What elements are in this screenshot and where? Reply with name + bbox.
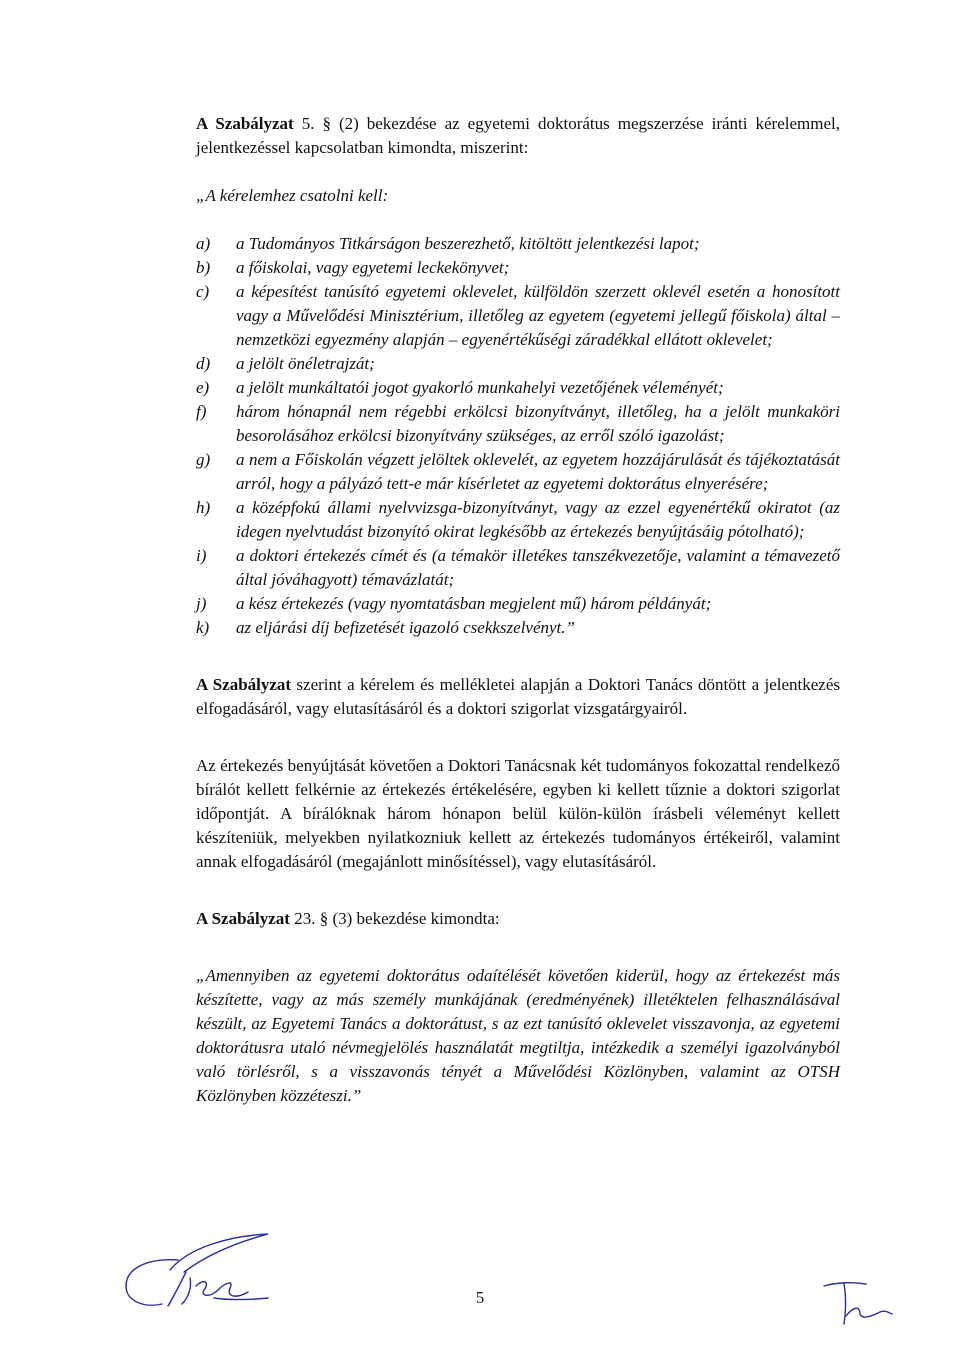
list-item (196, 232, 840, 256)
initials-right (820, 1276, 894, 1328)
list-item-text: a képesítést tanúsító egyetemi oklevelet, külföldön szerzett oklevél esetén a honosított vagy a Művelődési Minisztérium, illetőleg az egyetem (egyetemi jellegű főiskola) által – nemzetközi egyezmény alapján – egyenértékűségi záradékkal ellátott oklevelet; (236, 282, 840, 349)
list-item-label: j) (196, 594, 207, 613)
list-item-text: a doktori értekezés címét és (a témakör illetékes tanszékvezetője, valamint a témavezető által jóváhagyott) témavázlatát; (236, 546, 840, 589)
list-item-text: a kész értekezés (vagy nyomtatásban megjelent mű) három példányát; (236, 594, 712, 613)
list-item (196, 352, 840, 376)
paragraph-text: szerint a kérelem és mellékletei alapján a Doktori Tanács döntött a jelentkezés elfogadásáról, vagy elutasításáról és a doktori szigorlat vizsgatárgyairól. (196, 675, 840, 718)
list-item (196, 496, 840, 544)
paragraph-regulation-5 (196, 112, 840, 160)
list-item-label: k) (196, 618, 210, 637)
paragraph-text: 23. § (3) bekezdése kimondta: (289, 909, 500, 928)
list-item-text: a jelölt munkáltatói jogot gyakorló munkahelyi vezetőjének véleményét; (236, 378, 724, 397)
paragraph-decision (196, 673, 840, 721)
regulation-label: A Szabályzat (196, 114, 294, 133)
list-item-text: a főiskolai, vagy egyetemi leckekönyvet; (236, 258, 510, 277)
list-item-text: a jelölt önéletrajzát; (236, 354, 375, 373)
list-item-label: i) (196, 546, 207, 565)
page-number: 5 (475, 1288, 485, 1307)
list-item-label: a) (196, 234, 211, 253)
list-item (196, 256, 840, 280)
list-item-text: a középfokú állami nyelvvizsga-bizonyítványt, vagy az ezzel egyenértékű okiratot (az idegen nyelvtudást bizonyító okirat legkésőbb az értekezés benyújtásáig pótolható); (236, 498, 840, 541)
regulation-label: A Szabályzat (196, 675, 292, 694)
list-item-text: az eljárási díj befizetését igazoló csekkszelvényt.” (236, 618, 575, 637)
paragraph-review: Az értekezés benyújtását követően a Doktori Tanácsnak két tudományos fokozattal rendelkező bírálót kellett felkérnie az értekezés értékelésére, egyben ki kellett tűznie a doktori szigorlat időpontját. A bírálóknak három hónapon belül külön-külön írásbeli véleményt kellett készíteniük, melyekben nyilatkozniuk kellett az értekezés tudományos értékeiről, valamint annak elfogadásáról (megajánlott minősítéssel), vagy elutasításáról. (196, 756, 840, 871)
list-item (196, 616, 840, 640)
list-item-label: d) (196, 354, 211, 373)
list-item-label: c) (196, 282, 210, 301)
list-item-label: e) (196, 378, 210, 397)
list-item-label: h) (196, 498, 211, 517)
list-item (196, 592, 840, 616)
list-item-label: g) (196, 450, 211, 469)
list-item-label: b) (196, 258, 211, 277)
list-item (196, 280, 840, 352)
list-item (196, 544, 840, 592)
signature-left (118, 1228, 283, 1310)
list-item (196, 400, 840, 448)
list-item-text: a Tudományos Titkárságon beszerezhető, kitöltött jelentkezési lapot; (236, 234, 700, 253)
page-body (196, 112, 840, 1108)
attachment-list (196, 232, 840, 640)
list-item-text: három hónapnál nem régebbi erkölcsi bizonyítványt, illetőleg, ha a jelölt munkaköri besorolásához erkölcsi bizonyítvány szükséges, az erről szóló igazolást; (236, 402, 840, 445)
paragraph-text: 5. § (2) bekezdése az egyetemi doktorátus megszerzése iránti kérelemmel, jelentkezéssel kapcsolatban kimondta, miszerint: (196, 114, 840, 157)
list-item (196, 448, 840, 496)
list-item-text: a nem a Főiskolán végzett jelöltek oklevelét, az egyetem hozzájárulását és tájékoztatását arról, hogy a pályázó tett-e már kísérletet az egyetemi doktorátus elnyerésére; (236, 450, 840, 493)
paragraph-regulation-23 (196, 907, 840, 931)
list-item (196, 376, 840, 400)
quote-revocation: „Amennyiben az egyetemi doktorátus odaítélését követően kiderül, hogy az értekezést más készítette, vagy az más személy munkájának (eredményének) illetéktelen felhasználásával készült, az Egyetemi Tanács a doktorátust, s az ezt tanúsító oklevelet visszavonja, az egyetemi doktorátusra utaló névmegjelölés használatát megtiltja, intézkedik a személyi igazolványból való törlésről, s a visszavonás tényét a Művelődési Közlönyben, valamint az OTSH Közlönyben közzéteszi.” (196, 966, 840, 1105)
list-item-label: f) (196, 402, 207, 421)
quote-intro: „A kérelemhez csatolni kell: (196, 186, 389, 205)
regulation-label: A Szabályzat (196, 909, 290, 928)
